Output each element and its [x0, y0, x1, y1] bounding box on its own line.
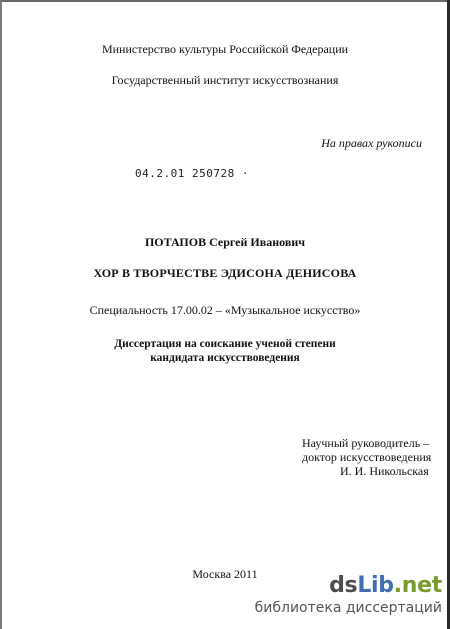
supervisor-degree: доктор искусствоведения — [302, 450, 432, 464]
city-year: Москва 2011 — [192, 567, 258, 581]
author-name: ПОТАПОВ Сергей Иванович — [144, 235, 306, 249]
dslib-logo — [255, 575, 442, 597]
specialty-line: Специальность 17.00.02 – «Музыкальное искусство» — [89, 303, 361, 317]
scan-edge-top — [0, 0, 450, 2]
ministry-header: Министерство культуры Российской Федерации — [101, 42, 349, 56]
dslib-watermark — [255, 575, 442, 617]
supervisor-label: Научный руководитель – — [302, 436, 430, 450]
institute-header: Государственный институт искусствознания — [111, 73, 339, 87]
supervisor-block — [302, 436, 431, 478]
manuscript-rights-note: На правах рукописи — [321, 136, 422, 150]
degree-line-2: кандидата искусствоведения — [150, 352, 300, 364]
degree-line-1: Диссертация на соискание ученой степени — [114, 338, 336, 350]
supervisor-name: И. И. Никольская — [340, 464, 429, 478]
watermark-subtitle: библиотека диссертаций — [254, 600, 442, 616]
logo-lib-text: Lib — [357, 573, 394, 598]
dissertation-title: ХОР В ТВОРЧЕСТВЕ ЭДИСОНА ДЕНИСОВА — [93, 266, 357, 280]
logo-net-text: .net — [393, 573, 442, 598]
registration-stamp: 04.2.01 250728 · — [135, 167, 249, 180]
logo-ds-text: ds — [329, 573, 358, 598]
